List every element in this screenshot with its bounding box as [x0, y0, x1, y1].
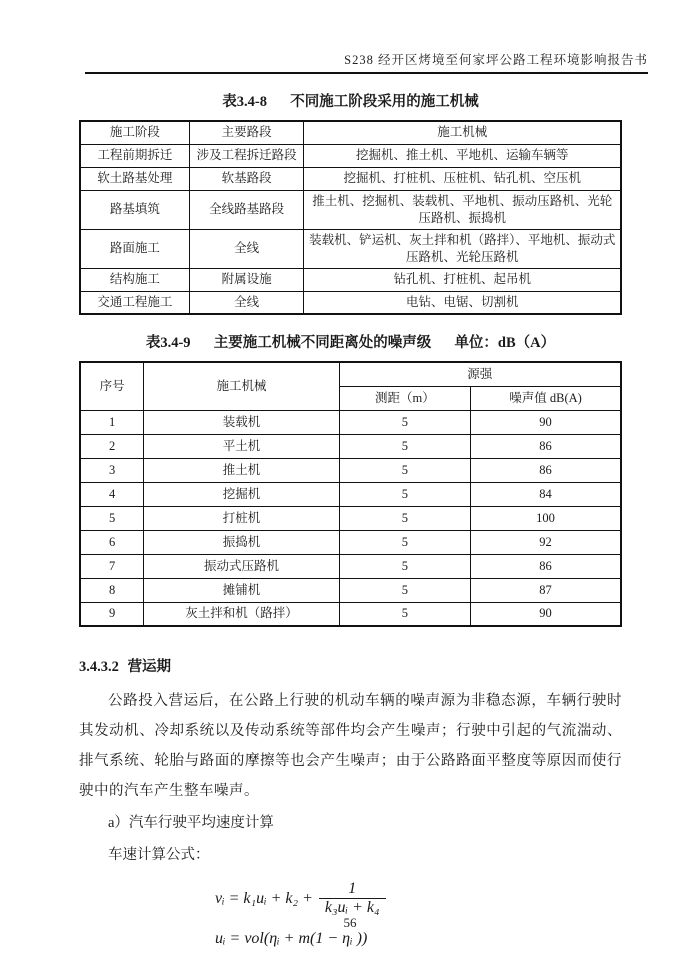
table-row [80, 578, 621, 602]
column-header: 施工阶段 [80, 121, 189, 144]
table-3-4-8-caption [79, 90, 622, 111]
item-a-line: a）汽车行驶平均速度计算 [108, 815, 274, 831]
formula-intro-line: 车速计算公式： [108, 847, 210, 863]
cell-machine: 摊铺机 [144, 578, 339, 602]
cell-distance: 5 [339, 458, 470, 482]
table-row [80, 434, 621, 458]
cell-noise: 100 [471, 506, 621, 530]
cell-stage: 路面施工 [80, 229, 189, 268]
cell-machine: 打桩机 [144, 506, 339, 530]
cell-machines: 挖掘机、打桩机、压桩机、钻孔机、空压机 [304, 167, 621, 190]
table-row [80, 458, 621, 482]
cell-distance: 5 [339, 602, 470, 626]
page-number: 56 [343, 915, 357, 930]
column-header-source: 源强 [339, 362, 621, 386]
page-content [79, 90, 622, 956]
table-row [80, 144, 621, 167]
formula-traffic: uᵢ = vol(ηᵢ + m(1 − ηᵢ )) [215, 929, 368, 947]
cell-noise: 86 [471, 434, 621, 458]
cell-stage: 路基填筑 [80, 190, 189, 229]
cell-seq: 9 [80, 602, 144, 626]
table-3-4-8-title: 不同施工阶段采用的施工机械 [290, 94, 479, 110]
column-header-distance: 测距（m） [339, 386, 470, 410]
cell-section: 全线路基路段 [189, 190, 304, 229]
column-header: 施工机械 [304, 121, 621, 144]
cell-seq: 4 [80, 482, 144, 506]
table-noise-levels [79, 361, 622, 627]
formula-fraction [319, 880, 386, 918]
table-row [80, 506, 621, 530]
column-header-noise: 噪声值 dB(A) [471, 386, 621, 410]
table-3-4-9-unit: 单位：dB（A） [454, 335, 556, 351]
cell-distance: 5 [339, 434, 470, 458]
cell-noise: 92 [471, 530, 621, 554]
cell-machines: 钻孔机、打桩机、起吊机 [304, 268, 621, 291]
table-row [80, 167, 621, 190]
cell-noise: 87 [471, 578, 621, 602]
table-3-4-9-caption [79, 331, 622, 352]
cell-stage: 工程前期拆迁 [80, 144, 189, 167]
cell-machines: 推土机、挖掘机、装载机、平地机、振动压路机、光轮压路机、振捣机 [304, 190, 621, 229]
formula-speed-left: vᵢ = k₁uᵢ + k₂ + [215, 889, 313, 907]
table-row [80, 268, 621, 291]
table-header-row [80, 121, 621, 144]
table-row [80, 291, 621, 314]
column-header-machine: 施工机械 [144, 362, 339, 410]
cell-section: 附属设施 [189, 268, 304, 291]
cell-machine: 灰土拌和机（路拌） [144, 602, 339, 626]
cell-stage: 软土路基处理 [80, 167, 189, 190]
cell-distance: 5 [339, 530, 470, 554]
cell-noise: 86 [471, 458, 621, 482]
table-header-row [80, 362, 621, 386]
cell-machine: 挖掘机 [144, 482, 339, 506]
cell-seq: 7 [80, 554, 144, 578]
cell-stage: 交通工程施工 [80, 291, 189, 314]
cell-machine: 振动式压路机 [144, 554, 339, 578]
cell-machine: 装载机 [144, 410, 339, 434]
cell-distance: 5 [339, 482, 470, 506]
cell-noise: 90 [471, 410, 621, 434]
table-row [80, 602, 621, 626]
cell-machines: 装载机、铲运机、灰土拌和机（路拌）、平地机、振动式压路机、光轮压路机 [304, 229, 621, 268]
cell-machines: 电钻、电锯、切割机 [304, 291, 621, 314]
cell-seq: 5 [80, 506, 144, 530]
table-3-4-8-label: 表3.4-8 [222, 94, 268, 110]
fraction-denominator: k₃uᵢ + k₄ [319, 898, 386, 917]
section-title: 营运期 [127, 659, 172, 675]
table-row [80, 229, 621, 268]
cell-section: 涉及工程拆迁路段 [189, 144, 304, 167]
table-row [80, 410, 621, 434]
table-3-4-9-title: 主要施工机械不同距离处的噪声级 [213, 335, 432, 351]
column-header: 主要路段 [189, 121, 304, 144]
cell-distance: 5 [339, 554, 470, 578]
cell-machines: 挖掘机、推土机、平地机、运输车辆等 [304, 144, 621, 167]
table-row [80, 554, 621, 578]
cell-seq: 3 [80, 458, 144, 482]
page-header [85, 50, 648, 74]
cell-machine: 振捣机 [144, 530, 339, 554]
formula-speed [215, 880, 622, 918]
cell-machine: 平土机 [144, 434, 339, 458]
cell-noise: 86 [471, 554, 621, 578]
report-title: S238 经开区烤境至何家坪公路工程环境影响报告书 [344, 53, 648, 67]
cell-section: 全线 [189, 229, 304, 268]
section-heading [79, 655, 622, 676]
cell-seq: 8 [80, 578, 144, 602]
cell-machine: 推土机 [144, 458, 339, 482]
table-row [80, 482, 621, 506]
table-construction-machinery [79, 120, 622, 315]
section-number: 3.4.3.2 [79, 659, 119, 675]
cell-section: 全线 [189, 291, 304, 314]
cell-distance: 5 [339, 506, 470, 530]
table-3-4-9-label: 表3.4-9 [145, 335, 191, 351]
cell-stage: 结构施工 [80, 268, 189, 291]
cell-distance: 5 [339, 410, 470, 434]
cell-section: 软基路段 [189, 167, 304, 190]
cell-noise: 90 [471, 602, 621, 626]
cell-noise: 84 [471, 482, 621, 506]
header-rule [85, 72, 648, 74]
table-row [80, 190, 621, 229]
table-row [80, 530, 621, 554]
cell-seq: 6 [80, 530, 144, 554]
cell-distance: 5 [339, 578, 470, 602]
cell-seq: 2 [80, 434, 144, 458]
cell-seq: 1 [80, 410, 144, 434]
body-paragraph: 公路投入营运后，在公路上行驶的机动车辆的噪声源为非稳态源，车辆行驶时其发动机、冷却系统以及传动系统等部件均会产生噪声；行驶中引起的气流湍动、排气系统、轮胎与路面的摩擦等也会产生噪声；由于公路路面平整度等原因而使行驶中的汽车产生整车噪声。 [79, 693, 622, 799]
column-header-seq: 序号 [80, 362, 144, 410]
fraction-numerator: 1 [348, 880, 357, 897]
